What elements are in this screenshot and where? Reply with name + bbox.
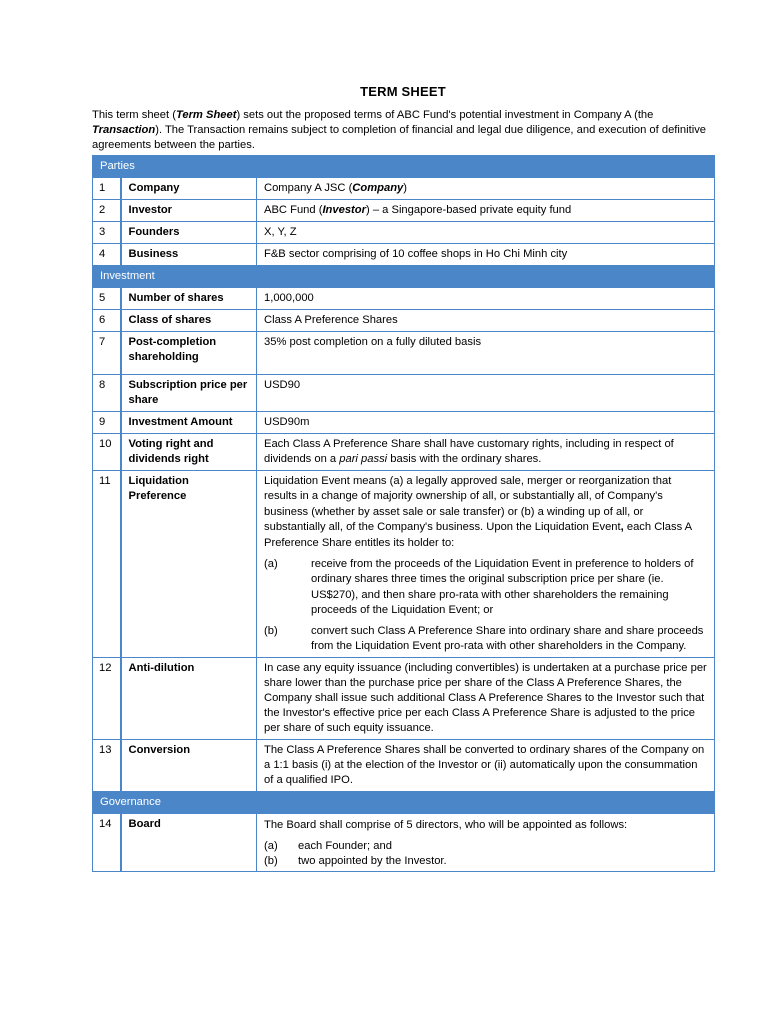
term-sheet-table bbox=[92, 155, 715, 872]
list-text: receive from the proceeds of the Liquidation Event in preference to holders of ordinary shares three times the original subscription price per share (ie. US$270), and then share pro-rata with other shareholders the remaining proceeds of the Liquidation Event; or bbox=[311, 558, 694, 617]
table-row bbox=[93, 310, 715, 332]
row-value: USD90m bbox=[257, 412, 715, 434]
row-number: 10 bbox=[93, 434, 121, 471]
row-number: 7 bbox=[93, 332, 121, 375]
row-label: Voting right and dividends right bbox=[121, 434, 257, 471]
row-value bbox=[257, 471, 715, 658]
intro-term-sheet: Term Sheet bbox=[175, 109, 237, 121]
row-number: 3 bbox=[93, 222, 121, 244]
value-text: , bbox=[620, 521, 624, 534]
row-value: 35% post completion on a fully diluted basis bbox=[257, 332, 715, 375]
row-label: Investment Amount bbox=[121, 412, 257, 434]
section-header-parties bbox=[93, 156, 715, 178]
row-value: Class A Preference Shares bbox=[257, 310, 715, 332]
table-row bbox=[93, 412, 715, 434]
intro-paragraph bbox=[92, 108, 714, 153]
table-row bbox=[93, 740, 715, 792]
list-marker: (b) bbox=[264, 855, 278, 868]
value-defined-term: Investor bbox=[322, 204, 366, 216]
value-text: Each Class A Preference Share shall have customary rights, including in respect of dividends on a bbox=[264, 438, 674, 465]
table-row bbox=[93, 814, 715, 872]
row-label: Anti-dilution bbox=[121, 658, 257, 740]
row-label: Business bbox=[121, 244, 257, 266]
row-label: Founders bbox=[121, 222, 257, 244]
row-number: 8 bbox=[93, 375, 121, 412]
value-text: Company A JSC ( bbox=[264, 182, 353, 194]
table-row bbox=[93, 178, 715, 200]
value-text: ) bbox=[403, 182, 408, 194]
row-value bbox=[257, 434, 715, 471]
row-number: 13 bbox=[93, 740, 121, 792]
row-label: Board bbox=[121, 814, 257, 872]
section-title: Investment bbox=[93, 266, 715, 288]
intro-text: This term sheet ( bbox=[92, 109, 176, 121]
liquidation-intro bbox=[264, 474, 707, 551]
row-value: X, Y, Z bbox=[257, 222, 715, 244]
section-header-governance bbox=[93, 792, 715, 814]
row-value bbox=[257, 178, 715, 200]
list-text: two appointed by the Investor. bbox=[298, 855, 447, 868]
row-label: Conversion bbox=[121, 740, 257, 792]
row-value: F&B sector comprising of 10 coffee shops in Ho Chi Minh city bbox=[257, 244, 715, 266]
table-row bbox=[93, 244, 715, 266]
list-marker: (a) bbox=[264, 558, 278, 571]
row-number: 9 bbox=[93, 412, 121, 434]
row-number: 4 bbox=[93, 244, 121, 266]
value-text: each Class A Preference Share entitles its holder to: bbox=[264, 521, 692, 549]
row-value: In case any equity issuance (including convertibles) is undertaken at a purchase price per share lower than the purchase price per share of the Class A Preference Shares, the Company shall issue such additional Class A Preference Shares to the Investor such that the Investor's effective price per each Class A Preference Share is adjusted to the price per share of such equity issuance. bbox=[257, 658, 715, 740]
list-item bbox=[264, 854, 707, 869]
row-value bbox=[257, 200, 715, 222]
table-row bbox=[93, 658, 715, 740]
table-row bbox=[93, 434, 715, 471]
table-row bbox=[93, 471, 715, 658]
intro-transaction: Transaction bbox=[92, 124, 156, 136]
list-marker: (b) bbox=[264, 624, 278, 637]
value-text: basis with the ordinary shares. bbox=[387, 453, 542, 465]
value-text: ) – a Singapore-based private equity fund bbox=[365, 204, 572, 216]
row-value: The Class A Preference Shares shall be converted to ordinary shares of the Company on a 1:1 basis (i) at the election of the Investor or (ii) automatically upon the consummation of a qualified IPO. bbox=[257, 740, 715, 792]
document-title: TERM SHEET bbox=[360, 84, 446, 99]
value-text: Liquidation Event means (a) a legally approved sale, merger or reorganization that results in a change of majority ownership of all, or substantially all, of Company's business (whether by asset sale or sale transfer) or (b) a winding up of all, or substantially all, of the Company's business. Upon the Liquidation Event bbox=[264, 475, 672, 534]
value-text: ABC Fund ( bbox=[264, 204, 323, 216]
row-label: Post-completion shareholding bbox=[121, 332, 257, 375]
table-row bbox=[93, 222, 715, 244]
table-row bbox=[93, 332, 715, 375]
list-item bbox=[264, 839, 707, 854]
table-row bbox=[93, 288, 715, 310]
row-number: 6 bbox=[93, 310, 121, 332]
section-header-investment bbox=[93, 266, 715, 288]
row-number: 2 bbox=[93, 200, 121, 222]
section-title: Parties bbox=[93, 156, 715, 178]
row-label: Number of shares bbox=[121, 288, 257, 310]
row-number: 5 bbox=[93, 288, 121, 310]
section-title: Governance bbox=[93, 792, 715, 814]
table-row bbox=[93, 200, 715, 222]
row-number: 11 bbox=[93, 471, 121, 658]
intro-text: ). The Transaction remains subject to completion of financial and legal due diligence, and execution of definitive agreements between the parties. bbox=[92, 124, 707, 151]
list-text: each Founder; and bbox=[298, 840, 392, 853]
value-italic: pari passi bbox=[339, 453, 388, 465]
row-value bbox=[257, 814, 715, 872]
list-item bbox=[264, 624, 707, 655]
row-number: 14 bbox=[93, 814, 121, 872]
list-item bbox=[264, 557, 707, 619]
list-text: convert such Class A Preference Share into ordinary share and share proceeds from the Liquidation Event pro-rata with other shareholders in the Company. bbox=[311, 624, 704, 653]
row-label: Investor bbox=[121, 200, 257, 222]
row-number: 1 bbox=[93, 178, 121, 200]
row-label: Company bbox=[121, 178, 257, 200]
row-value: 1,000,000 bbox=[257, 288, 715, 310]
row-label: Subscription price per share bbox=[121, 375, 257, 412]
row-label: Class of shares bbox=[121, 310, 257, 332]
table-row bbox=[93, 375, 715, 412]
value-defined-term: Company bbox=[352, 182, 404, 194]
row-number: 12 bbox=[93, 658, 121, 740]
row-value: USD90 bbox=[257, 375, 715, 412]
row-label: Liquidation Preference bbox=[121, 471, 257, 658]
list-marker: (a) bbox=[264, 840, 278, 853]
board-intro: The Board shall comprise of 5 directors, who will be appointed as follows: bbox=[264, 819, 628, 832]
intro-text: ) sets out the proposed terms of ABC Fund's potential investment in Company A (the bbox=[236, 109, 654, 121]
